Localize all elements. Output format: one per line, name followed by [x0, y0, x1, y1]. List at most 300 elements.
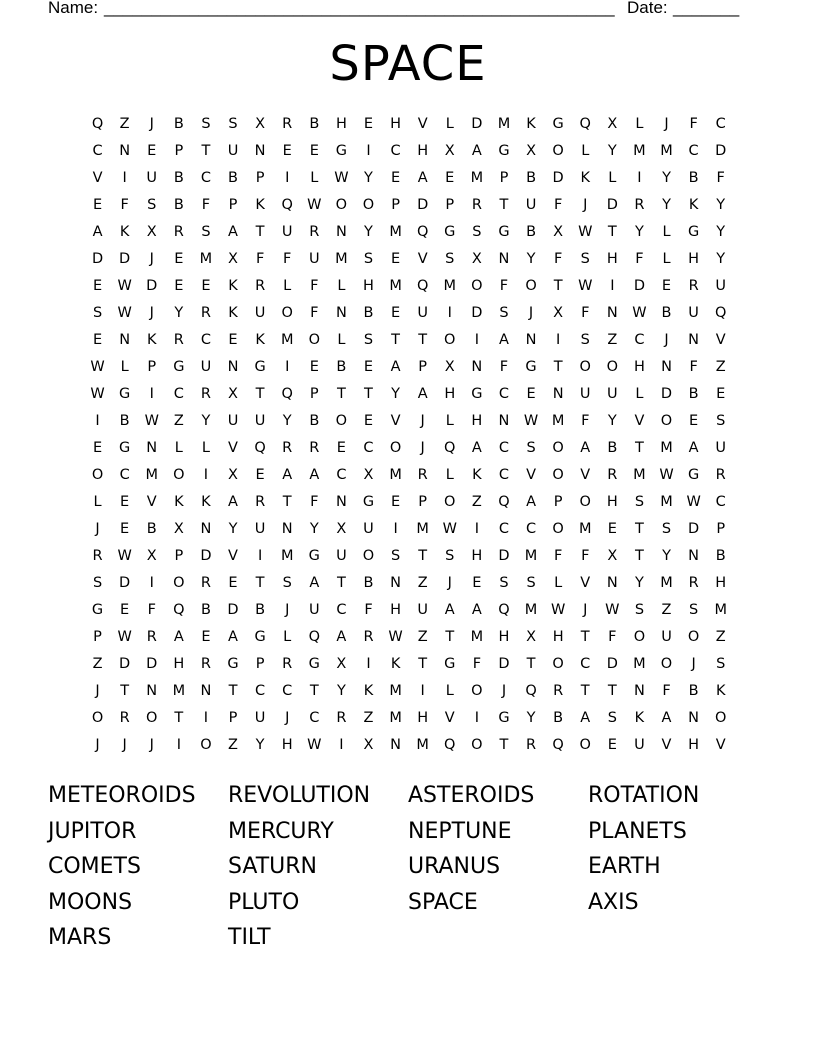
- grid-letter: B: [228, 170, 238, 186]
- grid-letter: K: [201, 494, 211, 510]
- grid-letter: T: [255, 386, 265, 402]
- grid-letter: M: [714, 602, 727, 618]
- grid-letter: W: [578, 224, 593, 240]
- grid-letter: M: [470, 629, 484, 645]
- grid-letter: J: [122, 737, 127, 753]
- grid-letter: B: [661, 305, 672, 321]
- grid-letter: X: [553, 305, 564, 321]
- grid-letter: W: [388, 629, 403, 645]
- grid-letter: H: [471, 548, 483, 564]
- grid-letter: W: [90, 359, 105, 375]
- grid-letter: T: [580, 683, 590, 699]
- grid-letter: L: [310, 170, 319, 186]
- grid-letter: L: [93, 494, 102, 510]
- grid-letter: E: [92, 332, 103, 348]
- grid-letter: Q: [308, 629, 320, 645]
- grid-letter: P: [174, 548, 184, 564]
- grid-letter: D: [471, 116, 483, 132]
- grid-letter: Q: [444, 737, 456, 753]
- grid-letter: O: [146, 710, 158, 726]
- grid-letter: N: [390, 575, 401, 591]
- grid-letter: T: [553, 359, 563, 375]
- grid-letter: O: [335, 197, 348, 213]
- grid-letter: R: [282, 440, 293, 456]
- grid-letter: J: [583, 602, 588, 618]
- grid-letter: H: [688, 251, 700, 267]
- grid-letter: S: [499, 575, 509, 591]
- grid-letter: K: [580, 170, 590, 186]
- grid-letter: D: [715, 143, 727, 159]
- grid-letter: V: [444, 710, 455, 726]
- grid-letter: A: [336, 629, 347, 645]
- grid-letter: L: [581, 143, 590, 159]
- grid-letter: Y: [607, 143, 617, 159]
- grid-letter: C: [282, 683, 293, 699]
- grid-letter: G: [498, 224, 510, 240]
- grid-letter: M: [551, 413, 565, 429]
- grid-letter: N: [498, 251, 510, 267]
- grid-letter: Q: [498, 602, 510, 618]
- grid-letter: T: [526, 656, 536, 672]
- grid-letter: M: [145, 467, 158, 483]
- grid-letter: L: [445, 467, 454, 483]
- grid-letter: J: [528, 305, 534, 321]
- grid-letter: O: [633, 629, 646, 645]
- grid-letter: B: [688, 170, 699, 186]
- grid-letter: Q: [714, 305, 727, 321]
- grid-letter: M: [416, 737, 429, 753]
- grid-letter: B: [173, 116, 184, 132]
- grid-letter: E: [390, 305, 401, 321]
- grid-letter: B: [688, 386, 699, 402]
- grid-letter: T: [634, 548, 644, 564]
- grid-letter: A: [526, 494, 536, 510]
- grid-letter: H: [390, 602, 402, 618]
- grid-letter: O: [525, 278, 537, 294]
- grid-letter: K: [146, 332, 157, 348]
- grid-letter: T: [634, 440, 644, 456]
- grid-letter: X: [336, 521, 347, 537]
- grid-letter: T: [255, 575, 265, 591]
- grid-letter: M: [416, 521, 429, 537]
- grid-letter: X: [607, 116, 618, 132]
- grid-letter: M: [389, 710, 402, 726]
- grid-row: [84, 489, 734, 516]
- grid-letter: M: [660, 143, 673, 159]
- grid-letter: U: [417, 305, 428, 321]
- grid-letter: U: [336, 548, 347, 564]
- word-bank-item: AXIS: [588, 889, 639, 915]
- grid-letter: B: [715, 548, 726, 564]
- grid-letter: E: [228, 575, 238, 591]
- grid-letter: P: [93, 629, 102, 645]
- grid-letter: R: [471, 197, 482, 213]
- grid-row: [84, 327, 734, 354]
- grid-letter: L: [445, 116, 454, 132]
- grid-letter: J: [149, 737, 154, 753]
- grid-letter: F: [581, 548, 590, 564]
- grid-letter: R: [363, 629, 374, 645]
- grid-letter: I: [257, 548, 263, 564]
- grid-letter: M: [578, 521, 592, 537]
- grid-letter: V: [661, 737, 672, 753]
- grid-letter: U: [308, 251, 320, 267]
- grid-letter: D: [660, 386, 673, 402]
- grid-letter: C: [336, 602, 347, 618]
- grid-letter: G: [308, 548, 320, 564]
- worksheet-header: [48, 0, 748, 20]
- grid-letter: C: [173, 386, 184, 402]
- grid-letter: J: [149, 305, 154, 321]
- grid-letter: O: [362, 548, 375, 564]
- grid-letter: S: [147, 197, 157, 213]
- grid-row: [84, 678, 734, 705]
- grid-letter: Q: [173, 602, 185, 618]
- grid-letter: G: [362, 494, 375, 510]
- grid-letter: C: [363, 440, 374, 456]
- grid-letter: L: [283, 629, 292, 645]
- grid-letter: N: [119, 143, 131, 159]
- grid-letter: R: [173, 224, 184, 240]
- grid-letter: O: [552, 440, 564, 456]
- grid-letter: J: [149, 251, 154, 267]
- grid-letter: L: [174, 440, 183, 456]
- grid-letter: I: [149, 386, 154, 402]
- grid-letter: Z: [417, 575, 428, 591]
- grid-letter: N: [146, 683, 158, 699]
- grid-letter: S: [390, 548, 401, 564]
- grid-letter: E: [336, 440, 346, 456]
- grid-letter: N: [661, 359, 672, 375]
- grid-letter: N: [200, 683, 212, 699]
- grid-letter: E: [607, 521, 617, 537]
- grid-letter: B: [119, 413, 130, 429]
- grid-letter: N: [335, 494, 347, 510]
- grid-letter: W: [442, 521, 457, 537]
- grid-letter: Q: [91, 116, 104, 132]
- grid-letter: E: [309, 143, 319, 159]
- grid-letter: E: [445, 170, 455, 186]
- grid-letter: K: [634, 710, 645, 726]
- grid-letter: F: [716, 170, 725, 186]
- grid-letter: S: [634, 494, 645, 510]
- grid-letter: I: [393, 521, 398, 537]
- grid-letter: D: [227, 602, 239, 618]
- grid-letter: S: [634, 602, 645, 618]
- word-bank-item: REVOLUTION: [228, 783, 371, 808]
- grid-letter: I: [203, 467, 209, 483]
- grid-letter: O: [362, 197, 375, 213]
- grid-letter: E: [201, 629, 211, 645]
- grid-letter: N: [335, 224, 347, 240]
- grid-letter: P: [255, 170, 265, 186]
- grid-row: [84, 111, 734, 138]
- grid-letter: X: [228, 251, 238, 267]
- grid-letter: F: [364, 602, 373, 618]
- grid-letter: E: [92, 197, 103, 213]
- grid-letter: J: [285, 602, 290, 618]
- grid-letter: J: [447, 575, 452, 591]
- grid-letter: I: [420, 683, 425, 699]
- grid-letter: T: [607, 224, 617, 240]
- grid-letter: W: [90, 386, 105, 402]
- grid-letter: O: [308, 332, 320, 348]
- grid-letter: D: [471, 305, 483, 321]
- grid-letter: E: [92, 278, 103, 294]
- grid-letter: S: [445, 548, 455, 564]
- grid-letter: E: [120, 602, 130, 618]
- grid-letter: D: [606, 656, 618, 672]
- word-bank-item: EARTH: [588, 854, 661, 880]
- grid-letter: U: [146, 170, 158, 186]
- grid-letter: J: [501, 683, 507, 699]
- grid-letter: X: [553, 224, 564, 240]
- grid-letter: Y: [607, 413, 617, 429]
- grid-letter: B: [526, 170, 537, 186]
- grid-letter: C: [255, 683, 266, 699]
- grid-letter: Q: [416, 224, 429, 240]
- word-bank-item: TILT: [228, 925, 271, 951]
- grid-row: [84, 543, 734, 570]
- grid-letter: I: [149, 575, 154, 591]
- grid-letter: Y: [391, 386, 400, 402]
- grid-letter: L: [635, 386, 644, 402]
- grid-letter: X: [173, 521, 184, 537]
- grid-letter: V: [715, 737, 726, 753]
- grid-letter: M: [497, 116, 511, 132]
- grid-letter: K: [174, 494, 184, 510]
- grid-letter: I: [285, 359, 290, 375]
- grid-letter: B: [607, 440, 618, 456]
- grid-letter: C: [498, 521, 510, 537]
- grid-letter: F: [310, 305, 319, 321]
- grid-letter: P: [418, 359, 428, 375]
- grid-letter: J: [95, 683, 100, 699]
- grid-letter: A: [471, 143, 482, 159]
- grid-letter: Q: [281, 386, 293, 402]
- grid-letter: F: [147, 602, 156, 618]
- grid-letter: W: [578, 278, 593, 294]
- grid-letter: B: [553, 710, 564, 726]
- grid-letter: A: [309, 467, 320, 483]
- grid-letter: I: [176, 737, 181, 753]
- grid-letter: S: [499, 305, 509, 321]
- grid-letter: M: [633, 656, 646, 672]
- grid-letter: I: [95, 413, 100, 429]
- grid-letter: F: [255, 251, 265, 267]
- grid-letter: E: [201, 278, 211, 294]
- grid-letter: Y: [255, 737, 265, 753]
- grid-letter: B: [526, 224, 537, 240]
- grid-letter: T: [228, 683, 238, 699]
- grid-letter: A: [444, 602, 455, 618]
- grid-letter: W: [550, 602, 566, 618]
- grid-letter: Y: [364, 170, 373, 186]
- grid-letter: H: [471, 413, 483, 429]
- word-bank-item: MARS: [48, 925, 112, 951]
- grid-letter: S: [661, 521, 672, 537]
- grid-letter: W: [117, 278, 132, 294]
- word-bank-item: SPACE: [408, 889, 478, 915]
- grid-letter: Y: [716, 251, 726, 267]
- grid-letter: O: [660, 656, 673, 672]
- grid-letter: U: [363, 521, 374, 537]
- grid-letter: J: [95, 521, 100, 537]
- grid-letter: P: [418, 494, 428, 510]
- grid-letter: E: [390, 170, 401, 186]
- grid-letter: K: [255, 332, 265, 348]
- grid-letter: R: [336, 710, 347, 726]
- grid-letter: B: [173, 197, 184, 213]
- grid-letter: M: [389, 224, 402, 240]
- grid-letter: O: [714, 710, 727, 726]
- grid-letter: K: [255, 197, 265, 213]
- grid-letter: S: [607, 710, 617, 726]
- grid-letter: J: [664, 116, 669, 132]
- grid-letter: U: [281, 224, 293, 240]
- grid-letter: J: [95, 737, 100, 753]
- grid-letter: P: [309, 386, 319, 402]
- grid-row: [84, 138, 734, 165]
- grid-letter: Z: [228, 737, 238, 753]
- grid-letter: F: [310, 494, 319, 510]
- grid-row: [84, 246, 734, 273]
- grid-letter: O: [173, 575, 185, 591]
- grid-row: [84, 192, 734, 219]
- grid-letter: D: [552, 170, 564, 186]
- grid-letter: N: [200, 521, 212, 537]
- grid-letter: B: [363, 575, 374, 591]
- grid-letter: O: [173, 467, 185, 483]
- grid-letter: W: [523, 413, 539, 429]
- grid-letter: V: [580, 575, 591, 591]
- grid-letter: G: [254, 359, 266, 375]
- grid-letter: Y: [526, 710, 536, 726]
- grid-letter: H: [417, 710, 429, 726]
- grid-letter: L: [608, 170, 617, 186]
- grid-letter: G: [173, 359, 185, 375]
- grid-letter: T: [580, 629, 590, 645]
- grid-row: [84, 354, 734, 381]
- grid-letter: E: [363, 413, 374, 429]
- grid-letter: A: [580, 440, 591, 456]
- grid-row: [84, 462, 734, 489]
- word-bank-item: JUPITOR: [48, 818, 137, 844]
- grid-letter: C: [634, 332, 645, 348]
- name-blank-line: ______________________________________________________: [104, 0, 615, 17]
- grid-letter: G: [254, 629, 266, 645]
- grid-letter: I: [610, 278, 615, 294]
- grid-letter: E: [363, 116, 374, 132]
- grid-letter: T: [174, 710, 184, 726]
- grid-letter: N: [146, 440, 158, 456]
- grid-letter: M: [633, 143, 646, 159]
- grid-letter: O: [200, 737, 212, 753]
- grid-letter: F: [472, 656, 482, 672]
- word-bank-item: PLUTO: [228, 889, 300, 915]
- grid-letter: X: [146, 548, 157, 564]
- grid-letter: V: [390, 413, 401, 429]
- grid-letter: A: [282, 467, 293, 483]
- grid-letter: S: [689, 602, 699, 618]
- grid-letter: O: [660, 413, 673, 429]
- grid-letter: I: [122, 170, 127, 186]
- grid-letter: T: [634, 521, 644, 537]
- grid-letter: R: [255, 278, 266, 294]
- grid-letter: L: [445, 683, 454, 699]
- grid-letter: Y: [364, 224, 373, 240]
- grid-letter: G: [498, 710, 510, 726]
- grid-letter: G: [335, 143, 348, 159]
- grid-letter: T: [255, 224, 265, 240]
- date-blank-line: _______: [673, 0, 740, 17]
- grid-letter: N: [606, 575, 618, 591]
- grid-letter: N: [471, 359, 483, 375]
- grid-letter: F: [310, 278, 319, 294]
- grid-letter: M: [470, 170, 484, 186]
- grid-letter: L: [554, 575, 563, 591]
- grid-letter: C: [92, 143, 103, 159]
- grid-letter: Q: [254, 440, 266, 456]
- grid-letter: P: [228, 710, 238, 726]
- grid-letter: A: [498, 332, 509, 348]
- grid-letter: L: [662, 224, 671, 240]
- grid-letter: Z: [661, 602, 672, 618]
- grid-letter: T: [336, 575, 346, 591]
- grid-letter: D: [498, 656, 510, 672]
- grid-letter: D: [606, 197, 618, 213]
- grid-letter: R: [146, 629, 157, 645]
- grid-letter: P: [147, 359, 157, 375]
- grid-letter: M: [660, 575, 673, 591]
- grid-letter: F: [553, 197, 563, 213]
- grid-letter: M: [660, 494, 673, 510]
- word-bank-item: ASTEROIDS: [408, 783, 535, 808]
- grid-letter: W: [334, 170, 349, 186]
- grid-letter: R: [200, 656, 211, 672]
- grid-letter: R: [255, 494, 266, 510]
- grid-letter: S: [716, 413, 726, 429]
- grid-letter: O: [606, 359, 619, 375]
- grid-letter: E: [689, 413, 699, 429]
- grid-letter: G: [525, 359, 537, 375]
- grid-letter: S: [716, 656, 726, 672]
- grid-letter: H: [498, 629, 510, 645]
- grid-letter: V: [580, 467, 591, 483]
- grid-letter: W: [307, 737, 322, 753]
- word-bank-item: SATURN: [228, 854, 317, 880]
- grid-letter: R: [200, 386, 211, 402]
- grid-letter: O: [579, 359, 591, 375]
- grid-letter: G: [119, 440, 131, 456]
- grid-letter: E: [309, 359, 319, 375]
- grid-letter: N: [335, 305, 347, 321]
- grid-letter: O: [281, 305, 293, 321]
- grid-letter: A: [688, 440, 699, 456]
- grid-letter: F: [553, 548, 563, 564]
- grid-letter: R: [200, 575, 211, 591]
- grid-letter: N: [688, 548, 700, 564]
- grid-letter: Y: [526, 251, 536, 267]
- grid-letter: C: [119, 467, 130, 483]
- grid-letter: V: [417, 116, 428, 132]
- grid-row: [84, 570, 734, 597]
- grid-letter: H: [688, 737, 700, 753]
- grid-letter: W: [659, 467, 674, 483]
- grid-letter: R: [119, 710, 130, 726]
- grid-letter: T: [364, 386, 373, 402]
- grid-letter: P: [174, 143, 184, 159]
